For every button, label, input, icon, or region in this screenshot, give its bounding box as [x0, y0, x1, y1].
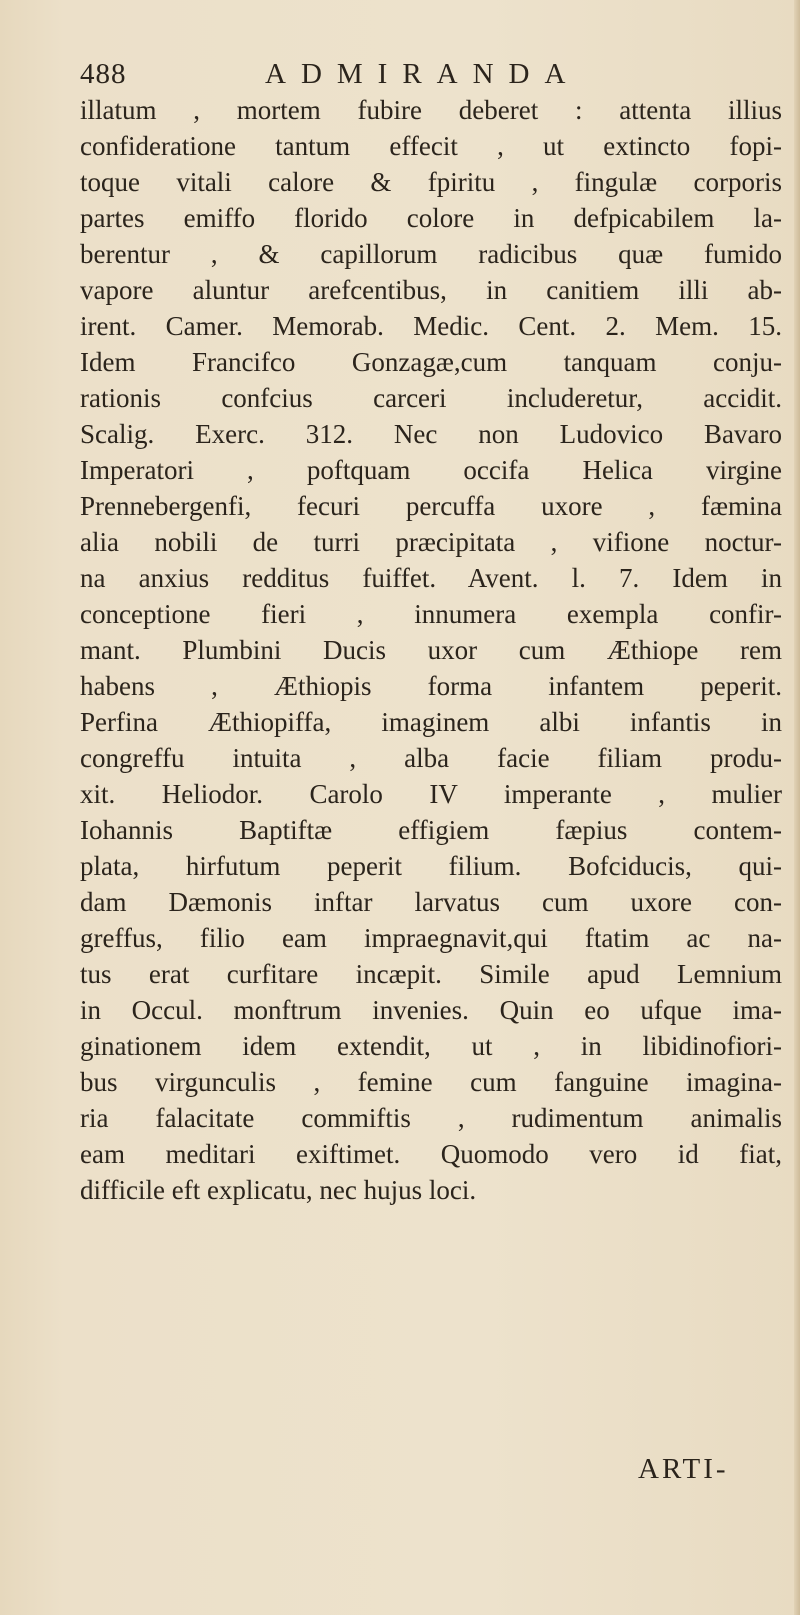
text-line: bus virgunculis , femine cum fanguine imagina- — [80, 1067, 782, 1097]
text-line: ria falacitate commiftis , rudimentum animalis — [80, 1103, 782, 1133]
running-title: ADMIRANDA — [265, 58, 581, 90]
running-head — [80, 58, 780, 94]
catchword: ARTI- — [638, 1453, 729, 1485]
body-text — [80, 92, 782, 1208]
text-line: ginationem idem extendit, ut , in libidinofiori- — [80, 1031, 782, 1061]
text-line: irent. Camer. Memorab. Medic. Cent. 2. Mem. 15. — [80, 311, 782, 341]
page-edge — [794, 0, 800, 1615]
text-line: mant. Plumbini Ducis uxor cum Æthiope rem — [80, 635, 782, 665]
text-line: dam Dæmonis inftar larvatus cum uxore con- — [80, 887, 782, 917]
text-line: vapore aluntur arefcentibus, in canitiem illi ab- — [80, 275, 782, 305]
text-line: Prennebergenfi, fecuri percuffa uxore , fæmina — [80, 491, 782, 521]
text-line: illatum , mortem fubire deberet : attenta illius — [80, 95, 782, 125]
text-line: tus erat curfitare incæpit. Simile apud Lemnium — [80, 959, 782, 989]
text-line: in Occul. monftrum invenies. Quin eo ufque ima- — [80, 995, 782, 1025]
text-line: Iohannis Baptiftæ effigiem fæpius contem- — [80, 815, 782, 845]
page-number: 488 — [80, 58, 127, 90]
text-line: conceptione fieri , innumera exempla confir- — [80, 599, 782, 629]
text-line: eam meditari exiftimet. Quomodo vero id fiat, — [80, 1139, 782, 1169]
text-line: habens , Æthiopis forma infantem peperit. — [80, 671, 782, 701]
text-line: rationis confcius carceri includeretur, accidit. — [80, 383, 782, 413]
text-line: congreffu intuita , alba facie filiam produ- — [80, 743, 782, 773]
text-line: confideratione tantum effecit , ut extincto fopi- — [80, 131, 782, 161]
text-line: berentur , & capillorum radicibus quæ fumido — [80, 239, 782, 269]
text-line: difficile eft explicatu, nec hujus loci. — [80, 1175, 477, 1205]
text-line: partes emiffo florido colore in defpicabilem la- — [80, 203, 782, 233]
text-line: na anxius redditus fuiffet. Avent. l. 7. Idem in — [80, 563, 782, 593]
text-line: plata, hirfutum peperit filium. Bofciducis, qui- — [80, 851, 782, 881]
text-line: alia nobili de turri præcipitata , vifione noctur- — [80, 527, 782, 557]
text-line: toque vitali calore & fpiritu , fingulæ corporis — [80, 167, 782, 197]
text-line: Perfina Æthiopiffa, imaginem albi infantis in — [80, 707, 782, 737]
text-line: Scalig. Exerc. 312. Nec non Ludovico Bavaro — [80, 419, 782, 449]
text-line: Imperatori , poftquam occifa Helica virgine — [80, 455, 782, 485]
text-line: Idem Francifco Gonzagæ,cum tanquam conju- — [80, 347, 782, 377]
text-line: greffus, filio eam impraegnavit,qui ftatim ac na- — [80, 923, 782, 953]
text-line: xit. Heliodor. Carolo IV imperante , mulier — [80, 779, 782, 809]
